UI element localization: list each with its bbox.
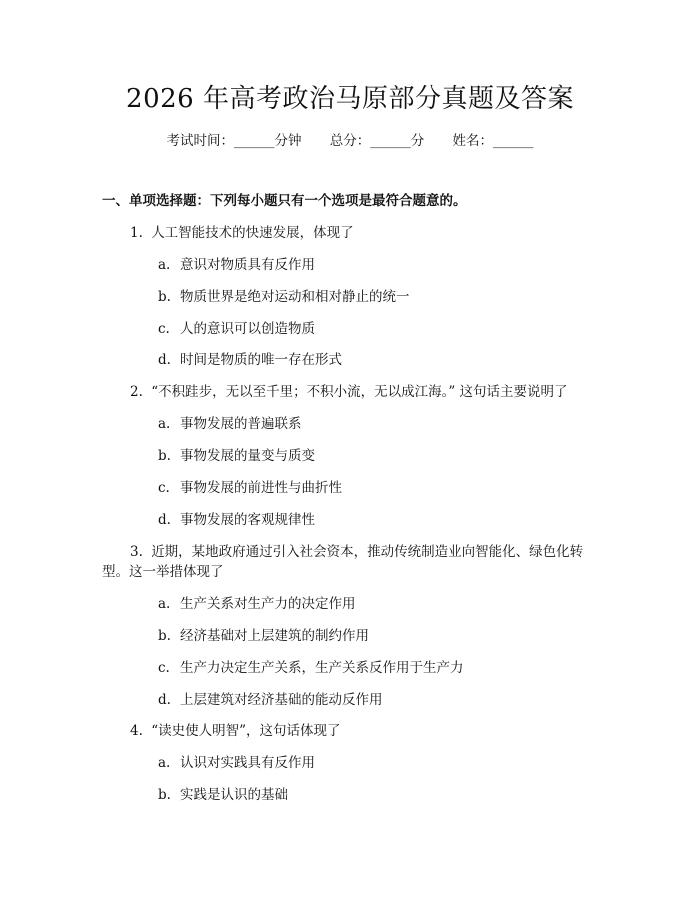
question-2-option-a[interactable]: [158, 414, 302, 434]
question-3: [102, 542, 610, 582]
question-3-option-a[interactable]: [158, 594, 356, 614]
question-1-option-a[interactable]: [158, 255, 315, 275]
option-label: c.: [158, 480, 170, 496]
option-label: d.: [158, 352, 171, 368]
option-label: c.: [158, 321, 170, 337]
exam-info: [0, 131, 700, 151]
option-label: b.: [158, 628, 171, 644]
question-text: “不积跬步，无以至千里；不积小流，无以成江海。” 这句话主要说明了: [151, 384, 568, 400]
option-text: 生产力决定生产关系，生产关系反作用于生产力: [180, 660, 464, 676]
option-text: 意识对物质具有反作用: [180, 257, 315, 273]
option-text: 实践是认识的基础: [180, 787, 288, 803]
option-text: 人的意识可以创造物质: [180, 321, 315, 337]
question-4-option-a[interactable]: [158, 753, 315, 773]
question-1: [130, 223, 354, 243]
exam-time-field: 考试时间：______分钟: [166, 133, 302, 149]
question-1-option-c[interactable]: [158, 319, 315, 339]
question-4: [130, 721, 341, 741]
option-text: 上层建筑对经济基础的能动反作用: [180, 692, 383, 708]
question-text-continued: 型。这一举措体现了: [102, 564, 224, 580]
question-number: 1.: [130, 225, 143, 241]
question-number: 4.: [130, 723, 143, 739]
option-label: a.: [158, 416, 171, 432]
option-label: b.: [158, 448, 171, 464]
option-text: 认识对实践具有反作用: [180, 755, 315, 771]
question-2-option-b[interactable]: [158, 446, 315, 466]
question-4-option-b[interactable]: [158, 785, 288, 805]
question-3-option-c[interactable]: [158, 658, 464, 678]
question-3-option-d[interactable]: [158, 690, 383, 710]
option-text: 生产关系对生产力的决定作用: [180, 596, 356, 612]
option-text: 事物发展的客观规律性: [180, 512, 315, 528]
section-heading: 一、单项选择题：下列每小题只有一个选项是最符合题意的。: [102, 193, 467, 209]
student-name-field: 姓名：______: [452, 133, 534, 149]
option-text: 经济基础对上层建筑的制约作用: [180, 628, 369, 644]
option-label: d.: [158, 692, 171, 708]
option-text: 事物发展的前进性与曲折性: [180, 480, 342, 496]
question-3-option-b[interactable]: [158, 626, 369, 646]
question-text: 近期，某地政府通过引入社会资本，推动传统制造业向智能化、绿色化转: [151, 544, 584, 560]
total-score-field: 总分：______分: [329, 133, 425, 149]
option-text: 物质世界是绝对运动和相对静止的统一: [180, 289, 410, 305]
option-label: a.: [158, 755, 171, 771]
question-2-option-c[interactable]: [158, 478, 342, 498]
question-number: 2.: [130, 384, 143, 400]
option-label: c.: [158, 660, 170, 676]
question-text: “读史使人明智”，这句话体现了: [151, 723, 341, 739]
option-label: d.: [158, 512, 171, 528]
page-title: 2026 年高考政治马原部分真题及答案: [126, 84, 574, 114]
question-1-option-d[interactable]: [158, 350, 342, 370]
question-2: [130, 382, 568, 402]
question-text: 人工智能技术的快速发展，体现了: [151, 225, 354, 241]
question-2-option-d[interactable]: [158, 510, 315, 530]
question-number: 3.: [130, 544, 143, 560]
question-1-option-b[interactable]: [158, 287, 410, 307]
option-text: 事物发展的量变与质变: [180, 448, 315, 464]
option-text: 时间是物质的唯一存在形式: [180, 352, 342, 368]
option-text: 事物发展的普遍联系: [180, 416, 302, 432]
option-label: b.: [158, 289, 171, 305]
option-label: a.: [158, 596, 171, 612]
option-label: b.: [158, 787, 171, 803]
option-label: a.: [158, 257, 171, 273]
